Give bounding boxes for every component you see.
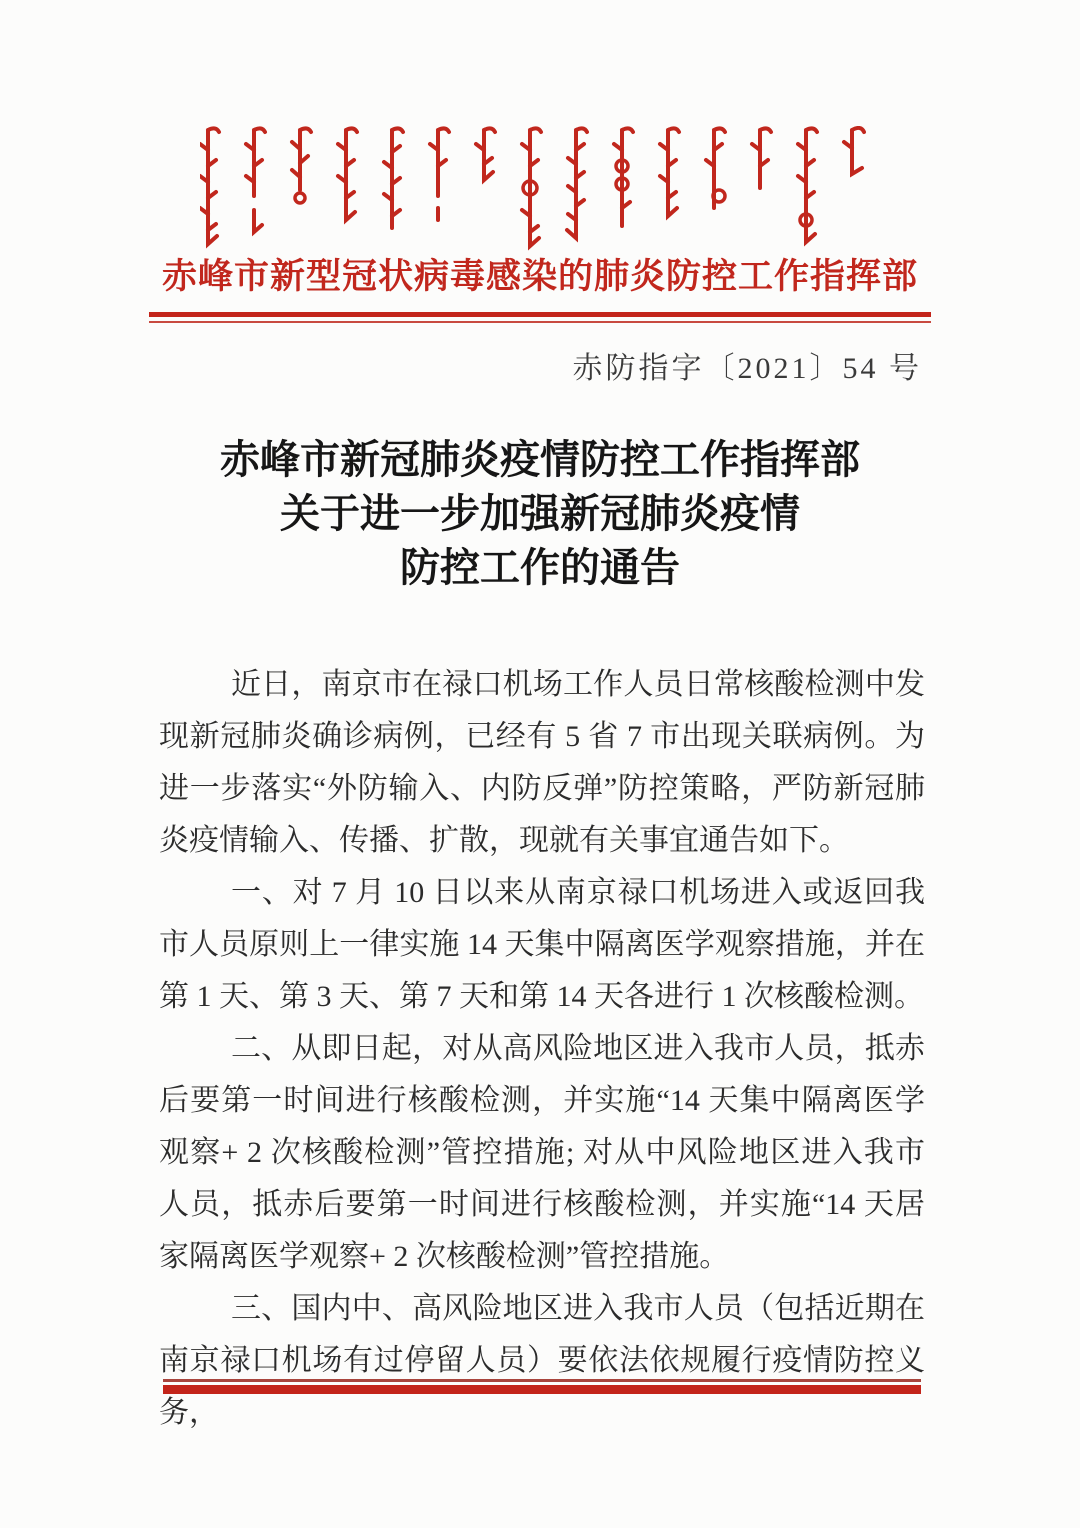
notice-title-line-3: 防控工作的通告	[400, 545, 680, 590]
notice-body	[159, 659, 925, 1439]
body-paragraph: 一、对 7 月 10 日以来从南京禄口机场进入或返回我市人员原则上一律实施 14 天集中隔离医学观察措施，并在第 1 天、第 3 天、第 7 天和第 14 天各进行 1 次核酸检测。	[159, 876, 925, 1013]
issuing-org-header: 赤峰市新型冠状病毒感染的肺炎防控工作指挥部	[161, 257, 918, 296]
doc-number: 赤防指字〔2021〕54 号	[572, 352, 922, 385]
separator-thick-line	[163, 1385, 921, 1394]
body-paragraph: 近日，南京市在禄口机场工作人员日常核酸检测中发现新冠肺炎确诊病例，已经有 5 省 7 市出现关联病例。为进一步落实“外防输入、内防反弹”防控策略，严防新冠肺炎疫情输入、传播、扩散，现就有关事宜通告如下。	[159, 668, 925, 857]
mongolian-script-banner	[200, 126, 880, 256]
notice-title-line-1: 赤峰市新冠肺炎疫情防控工作指挥部	[220, 437, 860, 482]
red-separator-bottom	[163, 1379, 921, 1394]
separator-thin-line	[149, 321, 931, 323]
red-separator-top	[149, 312, 931, 323]
body-paragraph: 三、国内中、高风险地区进入我市人员（包括近期在南京禄口机场有过停留人员）要依法依规履行疫情防控义务，	[159, 1292, 925, 1429]
body-paragraph: 二、从即日起，对从高风险地区进入我市人员，抵赤后要第一时间进行核酸检测，并实施“14 天集中隔离医学观察+ 2 次核酸检测”管控措施; 对从中风险地区进入我市人员，抵赤后要第一时间进行核酸检测，并实施“14 天居家隔离医学观察+ 2 次核酸检测”管控措施。	[159, 1032, 925, 1273]
notice-title	[0, 433, 1080, 595]
notice-title-line-2: 关于进一步加强新冠肺炎疫情	[280, 491, 800, 536]
